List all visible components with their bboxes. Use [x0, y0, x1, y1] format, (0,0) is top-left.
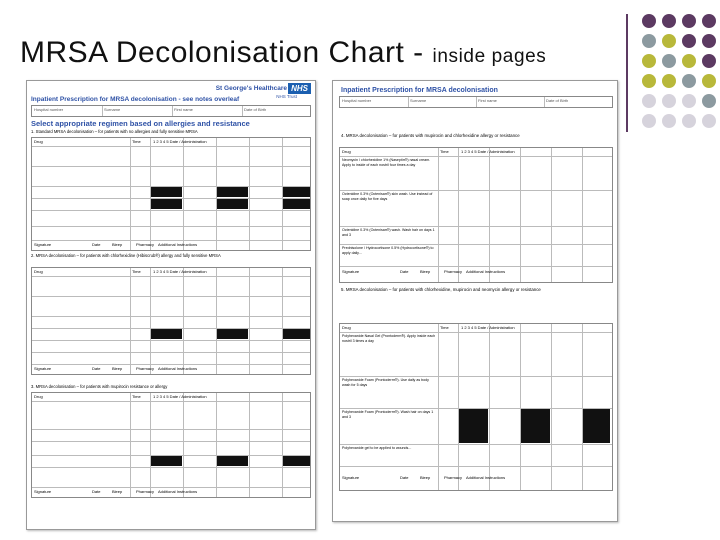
signature-label: Signature [34, 489, 52, 494]
blocked-cell [283, 199, 310, 209]
section-4-title: 4. MRSA decolonisation – for patients with mupirocin and chlorhexidine allergy or resistance [341, 133, 520, 138]
days-header: 1 2 3 4 5 Date / Administration [461, 325, 515, 330]
dot [682, 34, 696, 48]
bleep-label: Bleep [420, 269, 431, 274]
dot [642, 94, 656, 108]
section-2-title: 2. MRSA decolonisation – for patients with chlorhexidine (Hibiscrub®) allergy and fully sensitive MRSA [31, 253, 221, 258]
drug-header: Drug [34, 394, 43, 399]
dot [702, 34, 716, 48]
regimen-table-2 [31, 267, 311, 375]
field-label: Date of Birth [546, 98, 569, 103]
signature-label: Signature [34, 242, 52, 247]
dot [682, 94, 696, 108]
slide-title-main: MRSA Decolonisation Chart - [20, 36, 424, 69]
dot [662, 14, 676, 28]
field-label: First name [478, 98, 497, 103]
time-header: Time [440, 149, 449, 154]
regimen-table-1 [31, 137, 311, 251]
form-heading: Inpatient Prescription for MRSA decolonisation [341, 87, 498, 94]
blocked-cell [459, 409, 488, 443]
blocked-cell [283, 329, 310, 339]
drug-name: Polyhexanide Foam (Prontoderm®). Use daily as body wash for 5 days [342, 378, 429, 387]
blocked-cell [521, 409, 550, 443]
date-label: Date [92, 242, 101, 247]
prescription-page-right [332, 80, 618, 522]
blocked-cell [151, 456, 182, 466]
drug-header: Drug [34, 269, 43, 274]
dot [662, 114, 676, 128]
field-label: First name [174, 107, 193, 112]
dot [662, 34, 676, 48]
section-5-title: 5. MRSA decolonisation – for patients with chlorhexidine, mupirocin and neomycin allergy or resistance [341, 287, 541, 292]
pharmacy-label: Pharmacy [136, 366, 155, 371]
time-header: Time [132, 139, 141, 144]
blocked-cell [151, 187, 182, 197]
dot [642, 54, 656, 68]
date-label: Date [400, 475, 409, 480]
drug-name: Polyhexanide Foam (Prontoderm®). Wash hair on days 1 and 3 [342, 410, 434, 419]
dot [642, 34, 656, 48]
blocked-cell [217, 187, 248, 197]
dot [682, 74, 696, 88]
drug-header: Drug [342, 149, 351, 154]
field-label: Date of Birth [244, 107, 267, 112]
dot [702, 114, 716, 128]
select-regimen-heading: Select appropriate regimen based on allergies and resistance [31, 119, 250, 128]
form-heading: Inpatient Prescription for MRSA decolonisation - see notes overleaf [31, 96, 240, 103]
regimen-table-5 [339, 323, 613, 491]
date-label: Date [400, 269, 409, 274]
dot [642, 14, 656, 28]
decorative-dot-grid [642, 14, 718, 130]
accent-divider [626, 14, 628, 132]
dot [642, 74, 656, 88]
field-label: Surname [104, 107, 121, 112]
drug-name: Polyhexanide Nasal Gel (Prontoderm®). Apply inside each nostril 3 times a day [342, 334, 436, 343]
section-1-title: 1. Standard MRSA decolonisation – for patients with no allergies and fully sensitive MRSA [31, 129, 198, 134]
drug-header: Drug [34, 139, 43, 144]
dot [702, 74, 716, 88]
signature-label: Signature [342, 269, 360, 274]
dot [662, 54, 676, 68]
bleep-label: Bleep [112, 489, 123, 494]
pharmacy-label: Pharmacy [136, 489, 155, 494]
section-3-title: 3. MRSA decolonisation – for patients with mupirocin resistance or allergy [31, 384, 168, 389]
additional-instructions-label: Additional Instructions [466, 269, 506, 274]
additional-instructions-label: Additional Instructions [158, 242, 198, 247]
drug-name: Prednisolone / Hydrocortisone 0.5% (Hydrocortisone®) to apply daily... [342, 246, 434, 255]
blocked-cell [217, 329, 248, 339]
pharmacy-label: Pharmacy [136, 242, 155, 247]
slide-title [20, 36, 546, 70]
trust-name: St George's Healthcare [215, 85, 287, 92]
blocked-cell [283, 456, 310, 466]
field-label: Hospital number [34, 107, 64, 112]
dot [682, 14, 696, 28]
dot [702, 94, 716, 108]
time-header: Time [132, 394, 141, 399]
patient-details-row [339, 96, 613, 108]
slide-title-sub: inside pages [432, 46, 547, 67]
drug-name: Octenidine 0.3% (Octenisan®) skin wash. Use instead of soap once daily for five days [342, 192, 433, 201]
drug-name: Polyhexanide gel to be applied to wounds... [342, 446, 412, 450]
days-header: 1 2 3 4 5 Date / Administration [461, 149, 515, 154]
bleep-label: Bleep [420, 475, 431, 480]
dot [662, 74, 676, 88]
pharmacy-label: Pharmacy [444, 475, 463, 480]
days-header: 1 2 3 4 5 Date / Administration [153, 394, 207, 399]
bleep-label: Bleep [112, 366, 123, 371]
field-label: Surname [410, 98, 427, 103]
additional-instructions-label: Additional Instructions [466, 475, 506, 480]
signature-label: Signature [34, 366, 52, 371]
dot [682, 114, 696, 128]
days-header: 1 2 3 4 5 Date / Administration [153, 269, 207, 274]
dot [682, 54, 696, 68]
blocked-cell [583, 409, 610, 443]
blocked-cell [217, 456, 248, 466]
regimen-table-3 [31, 392, 311, 498]
dot [662, 94, 676, 108]
dot [642, 114, 656, 128]
drug-header: Drug [342, 325, 351, 330]
date-label: Date [92, 489, 101, 494]
drug-name: Octenidine 0.3% (Octenisan®) wash. Wash hair on days 1 and 3 [342, 228, 435, 237]
nhs-logo: NHS [288, 83, 311, 94]
additional-instructions-label: Additional Instructions [158, 366, 198, 371]
dot [702, 54, 716, 68]
bleep-label: Bleep [112, 242, 123, 247]
blocked-cell [283, 187, 310, 197]
field-label: Hospital number [342, 98, 372, 103]
regimen-table-4 [339, 147, 613, 283]
days-header: 1 2 3 4 5 Date / Administration [153, 139, 207, 144]
nhs-trust-label: NHS Trust [276, 94, 297, 99]
drug-name: Neomycin / chlorhexidine 1% (Naseptin®) nasal cream. Apply to inside of each nostril four times a day [342, 158, 431, 167]
blocked-cell [217, 199, 248, 209]
date-label: Date [92, 366, 101, 371]
additional-instructions-label: Additional Instructions [158, 489, 198, 494]
dot [702, 14, 716, 28]
blocked-cell [151, 329, 182, 339]
time-header: Time [132, 269, 141, 274]
blocked-cell [151, 199, 182, 209]
prescription-page-left [26, 80, 316, 530]
signature-label: Signature [342, 475, 360, 480]
pharmacy-label: Pharmacy [444, 269, 463, 274]
patient-details-row [31, 105, 311, 117]
time-header: Time [440, 325, 449, 330]
